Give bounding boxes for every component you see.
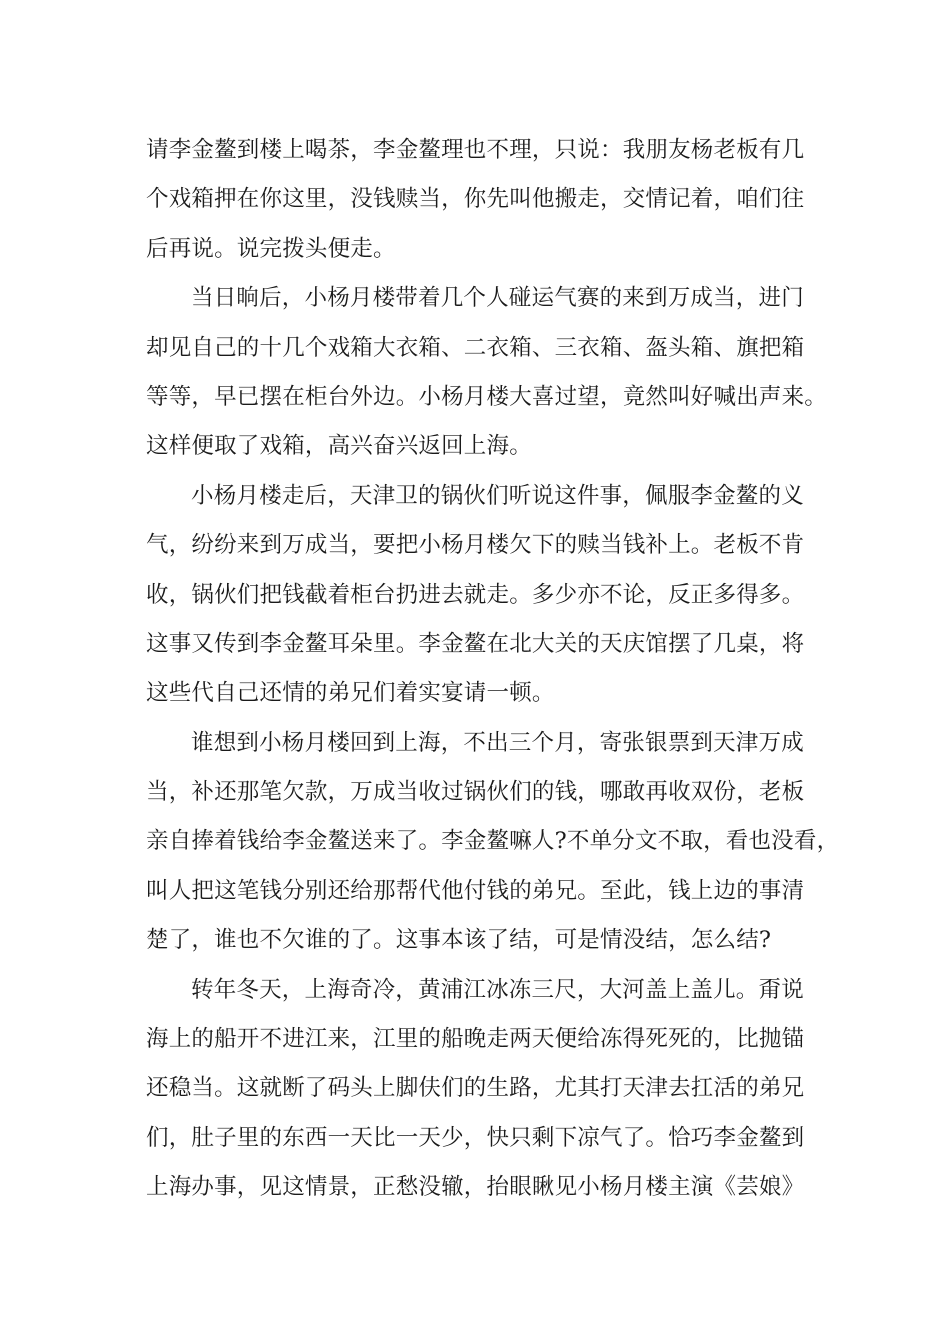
body-text	[146, 126, 840, 1213]
text-line: 后再说。说完拨头便走。	[146, 235, 396, 262]
text-line: 当，补还那笔欠款，万成当收过锅伙们的钱，哪敢再收双份，老板	[146, 779, 805, 806]
text-line: 收，锅伙们把钱截着柜台扔进去就走。多少亦不论，反正多得多。	[146, 581, 805, 608]
text-line: 亲自捧着钱给李金鳌送来了。李金鳌嘛人?不单分文不取，看也没看，	[146, 828, 840, 855]
text-line: 海上的船开不进江来，江里的船晚走两天便给冻得死死的，比抛锚	[146, 1026, 805, 1053]
text-line: 楚了，谁也不欠谁的了。这事本该了结，可是情没结，怎么结?	[146, 927, 772, 954]
paragraph-first-line: 转年冬天，上海奇冷，黄浦江冰冻三尺，大河盖上盖儿。甭说	[191, 976, 804, 1003]
paragraph-first-line: 谁想到小杨月楼回到上海，不出三个月，寄张银票到天津万成	[191, 729, 804, 756]
text-line: 还稳当。这就断了码头上脚伕们的生路，尤其打天津去扛活的弟兄	[146, 1075, 805, 1102]
text-line: 们，肚子里的东西一天比一天少，快只剩下凉气了。恰巧李金鳌到	[146, 1124, 805, 1151]
text-line: 个戏箱押在你这里，没钱赎当，你先叫他搬走，交情记着，咱们往	[146, 186, 805, 213]
text-line: 等等，早已摆在柜台外边。小杨月楼大喜过望，竟然叫好喊出声来。	[146, 383, 828, 410]
text-line: 这事又传到李金鳌耳朵里。李金鳌在北大关的天庆馆摆了几桌，将	[146, 630, 805, 657]
text-line: 这些代自己还情的弟兄们着实宴请一顿。	[146, 680, 555, 707]
text-line: 气，纷纷来到万成当，要把小杨月楼欠下的赎当钱补上。老板不肯	[146, 532, 805, 559]
text-line: 上海办事，见这情景，正愁没辙，抬眼瞅见小杨月楼主演《芸娘》	[146, 1174, 805, 1201]
text-line: 叫人把这笔钱分别还给那帮代他付钱的弟兄。至此，钱上边的事清	[146, 877, 805, 904]
paragraph-first-line: 小杨月楼走后，天津卫的锅伙们听说这件事，佩服李金鳌的义	[191, 482, 804, 509]
text-line: 请李金鳌到楼上喝茶，李金鳌理也不理，只说：我朋友杨老板有几	[146, 137, 805, 163]
text-line: 这样便取了戏箱，高兴奋兴返回上海。	[146, 433, 532, 460]
paragraph-first-line: 当日晌后，小杨月楼带着几个人碰运气赛的来到万成当，进门	[191, 285, 804, 312]
text-line: 却见自己的十几个戏箱大衣箱、二衣箱、三衣箱、盔头箱、旗把箱	[146, 334, 805, 361]
